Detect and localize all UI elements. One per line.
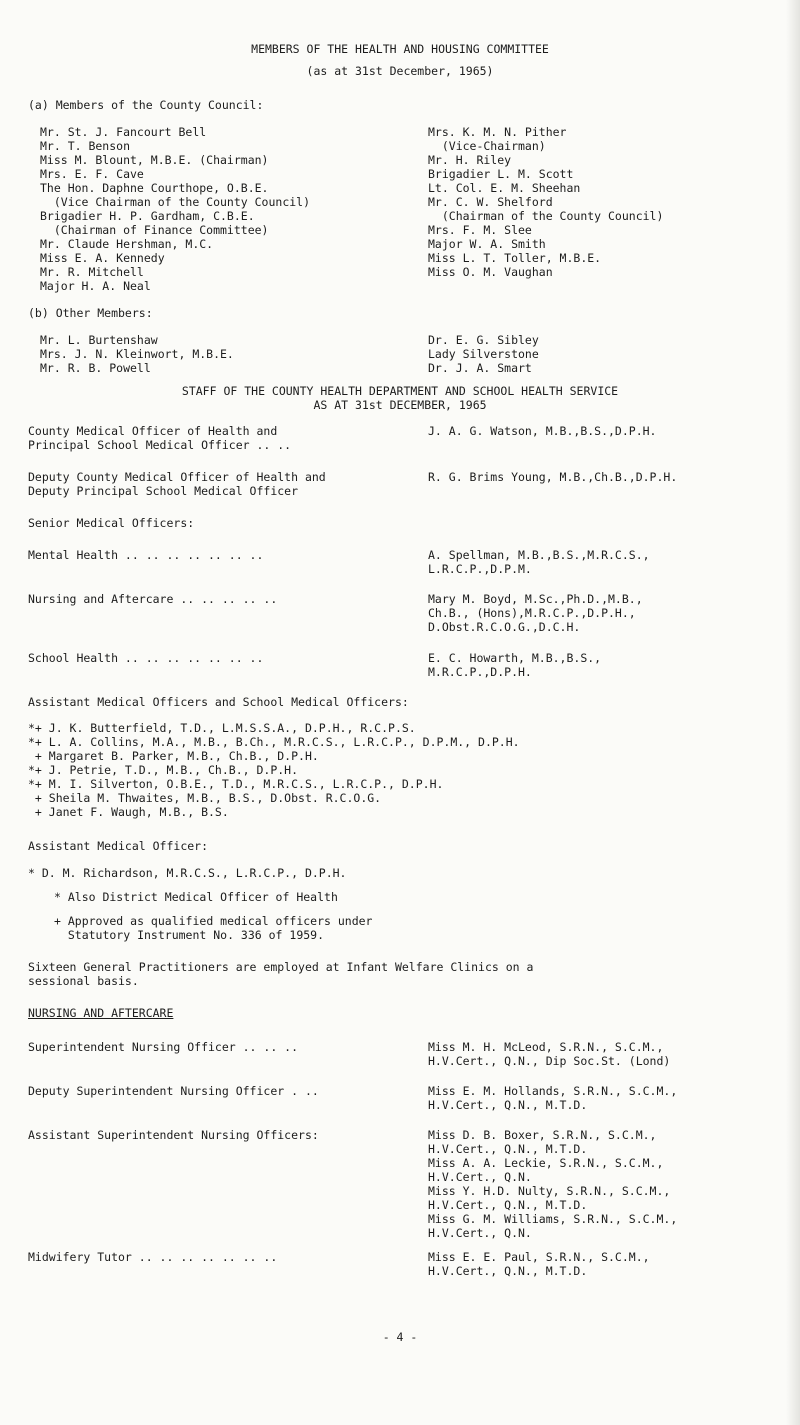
member-name: Mrs. F. M. Slee <box>428 223 532 237</box>
note-line: Statutory Instrument No. 336 of 1959. <box>54 928 325 942</box>
list-item: *+ L. A. Collins, M.A., M.B., B.Ch., M.R.C.S., L.R.C.P., D.P.M., D.P.H. <box>28 735 520 749</box>
other-members-label: (b) Other Members: <box>28 306 153 320</box>
general-practitioners-note <box>28 960 533 988</box>
member-name: Mr. C. W. Shelford <box>428 195 553 209</box>
midwifery-tutor-role: Midwifery Tutor .. .. .. .. .. .. .. <box>28 1250 278 1264</box>
list-item: + Sheila M. Thwaites, M.B., B.S., D.Obst. R.C.O.G. <box>28 791 382 805</box>
assistant-superintendent-names <box>428 1128 677 1240</box>
nursing-aftercare-name <box>428 592 643 634</box>
committee-date: (as at 31st December, 1965) <box>306 64 494 78</box>
assistant-officers-list <box>28 721 520 819</box>
member-name: Mr. St. J. Fancourt Bell <box>40 125 207 139</box>
note-line: + Approved as qualified medical officers under <box>54 914 373 928</box>
staff-title: STAFF OF THE COUNTY HEALTH DEPARTMENT AND SCHOOL HEALTH SERVICE <box>181 384 619 398</box>
list-item: *+ J. Petrie, T.D., M.B., Ch.B., D.P.H. <box>28 763 299 777</box>
member-name: Mr. Claude Hershman, M.C. <box>40 237 214 251</box>
officer-name: Mary M. Boyd, M.Sc.,Ph.D.,M.B., <box>428 592 643 606</box>
member-name: Dr. J. A. Smart <box>428 361 532 375</box>
deputy-name <box>428 470 677 484</box>
list-item: *+ M. I. Silverton, O.B.E., T.D., M.R.C.S., L.R.C.P., D.P.H. <box>28 777 444 791</box>
district-officer-note: * Also District Medical Officer of Health <box>54 890 338 904</box>
nursing-aftercare-role: Nursing and Aftercare .. .. .. .. .. <box>28 592 278 606</box>
council-members-left-column <box>40 125 310 293</box>
officer-name: J. A. G. Watson, M.B.,B.S.,D.P.H. <box>428 424 657 438</box>
member-name: Mr. R. Mitchell <box>40 265 144 279</box>
council-members-label: (a) Members of the County Council: <box>28 98 264 112</box>
deputy-superintendent-name <box>428 1084 677 1112</box>
officer-name: Miss D. B. Boxer, S.R.N., S.C.M., <box>428 1128 657 1142</box>
member-name: Miss E. A. Kennedy <box>40 251 165 265</box>
school-health-role: School Health .. .. .. .. .. .. .. <box>28 651 264 665</box>
assistant-superintendent-role: Assistant Superintendent Nursing Officers: <box>28 1128 319 1142</box>
officer-qualifications: Ch.B., (Hons),M.R.C.P.,D.P.H., <box>428 606 636 620</box>
officer-name: Miss A. A. Leckie, S.R.N., S.C.M., <box>428 1156 664 1170</box>
list-item: *+ J. K. Butterfield, T.D., L.M.S.S.A., D.P.H., R.C.P.S. <box>28 721 416 735</box>
other-members-left-column <box>40 333 234 375</box>
member-name: Mr. L. Burtenshaw <box>40 333 158 347</box>
senior-officers-label: Senior Medical Officers: <box>28 516 195 530</box>
member-name: Mrs. J. N. Kleinwort, M.B.E. <box>40 347 234 361</box>
note-line: sessional basis. <box>28 974 139 988</box>
assistant-officer-label: Assistant Medical Officer: <box>28 839 209 853</box>
officer-qualifications: H.V.Cert., Q.N. <box>428 1170 532 1184</box>
council-members-right-column <box>428 125 663 279</box>
role-line: County Medical Officer of Health and <box>28 424 278 438</box>
officer-name: Miss E. E. Paul, S.R.N., S.C.M., <box>428 1250 650 1264</box>
member-note: (Chairman of the County Council) <box>428 209 664 223</box>
role-line: Deputy County Medical Officer of Health and <box>28 470 326 484</box>
member-name: Miss L. T. Toller, M.B.E. <box>428 251 602 265</box>
member-name: Mrs. E. F. Cave <box>40 167 144 181</box>
member-note: (Vice Chairman of the County Council) <box>40 195 311 209</box>
cmo-role <box>28 424 291 452</box>
officer-qualifications: M.R.C.P.,D.P.H. <box>428 665 532 679</box>
role-line: Principal School Medical Officer .. .. <box>28 438 292 452</box>
cmo-name <box>428 424 656 438</box>
nursing-section-heading: NURSING AND AFTERCARE <box>28 1006 174 1020</box>
member-name: Mr. R. B. Powell <box>40 361 151 375</box>
officer-name: Miss M. H. McLeod, S.R.N., S.C.M., <box>428 1040 664 1054</box>
member-name: Major H. A. Neal <box>40 279 151 293</box>
member-name: Lady Silverstone <box>428 347 539 361</box>
officer-name: Miss E. M. Hollands, S.R.N., S.C.M., <box>428 1084 678 1098</box>
member-note: (Vice-Chairman) <box>428 139 546 153</box>
officer-name: E. C. Howarth, M.B.,B.S., <box>428 651 602 665</box>
officer-qualifications: D.Obst.R.C.O.G.,D.C.H. <box>428 620 581 634</box>
member-name: Miss M. Blount, M.B.E. (Chairman) <box>40 153 269 167</box>
page-edge-shadow <box>786 0 800 1425</box>
deputy-superintendent-role: Deputy Superintendent Nursing Officer . .. <box>28 1084 319 1098</box>
officer-name: Miss Y. H.D. Nulty, S.R.N., S.C.M., <box>428 1184 671 1198</box>
assistant-officers-label: Assistant Medical Officers and School Medical Officers: <box>28 695 409 709</box>
officer-qualifications: H.V.Cert., Q.N., M.T.D. <box>428 1098 588 1112</box>
role-line: Deputy Principal School Medical Officer <box>28 484 299 498</box>
list-item: * D. M. Richardson, M.R.C.S., L.R.C.P., D.P.H. <box>28 866 347 880</box>
officer-qualifications: H.V.Cert., Q.N., M.T.D. <box>428 1198 588 1212</box>
officer-qualifications: H.V.Cert., Q.N., M.T.D. <box>428 1264 588 1278</box>
officer-qualifications: H.V.Cert., Q.N., M.T.D. <box>428 1142 588 1156</box>
member-name: Mr. T. Benson <box>40 139 131 153</box>
member-name: Lt. Col. E. M. Sheehan <box>428 181 581 195</box>
member-name: Mrs. K. M. N. Pither <box>428 125 567 139</box>
mental-health-name <box>428 548 650 576</box>
staff-date: AS AT 31st DECEMBER, 1965 <box>313 398 487 412</box>
member-name: Dr. E. G. Sibley <box>428 333 539 347</box>
list-item: + Margaret B. Parker, M.B., Ch.B., D.P.H. <box>28 749 319 763</box>
officer-qualifications: H.V.Cert., Q.N. <box>428 1226 532 1240</box>
member-name: Brigadier H. P. Gardham, C.B.E. <box>40 209 255 223</box>
member-name: The Hon. Daphne Courthope, O.B.E. <box>40 181 269 195</box>
member-name: Mr. H. Riley <box>428 153 512 167</box>
mental-health-role: Mental Health .. .. .. .. .. .. .. <box>28 548 264 562</box>
approved-officers-note <box>54 914 373 942</box>
officer-name: R. G. Brims Young, M.B.,Ch.B.,D.P.H. <box>428 470 678 484</box>
superintendent-role: Superintendent Nursing Officer .. .. .. <box>28 1040 299 1054</box>
member-name: Major W. A. Smith <box>428 237 546 251</box>
note-line: Sixteen General Practitioners are employed at Infant Welfare Clinics on a <box>28 960 534 974</box>
officer-name: A. Spellman, M.B.,B.S.,M.R.C.S., <box>428 548 650 562</box>
member-note: (Chairman of Finance Committee) <box>40 223 269 237</box>
superintendent-name <box>428 1040 670 1068</box>
school-health-name <box>428 651 601 679</box>
committee-title: MEMBERS OF THE HEALTH AND HOUSING COMMITTEE <box>251 42 549 56</box>
deputy-role <box>28 470 326 498</box>
officer-name: Miss G. M. Williams, S.R.N., S.C.M., <box>428 1212 678 1226</box>
member-name: Brigadier L. M. Scott <box>428 167 574 181</box>
other-members-right-column <box>428 333 539 375</box>
page-number: - 4 - <box>382 1330 418 1344</box>
list-item: + Janet F. Waugh, M.B., B.S. <box>28 805 229 819</box>
officer-qualifications: H.V.Cert., Q.N., Dip Soc.St. (Lond) <box>428 1054 671 1068</box>
member-name: Miss O. M. Vaughan <box>428 265 553 279</box>
officer-qualifications: L.R.C.P.,D.P.M. <box>428 562 532 576</box>
midwifery-tutor-name <box>428 1250 650 1278</box>
